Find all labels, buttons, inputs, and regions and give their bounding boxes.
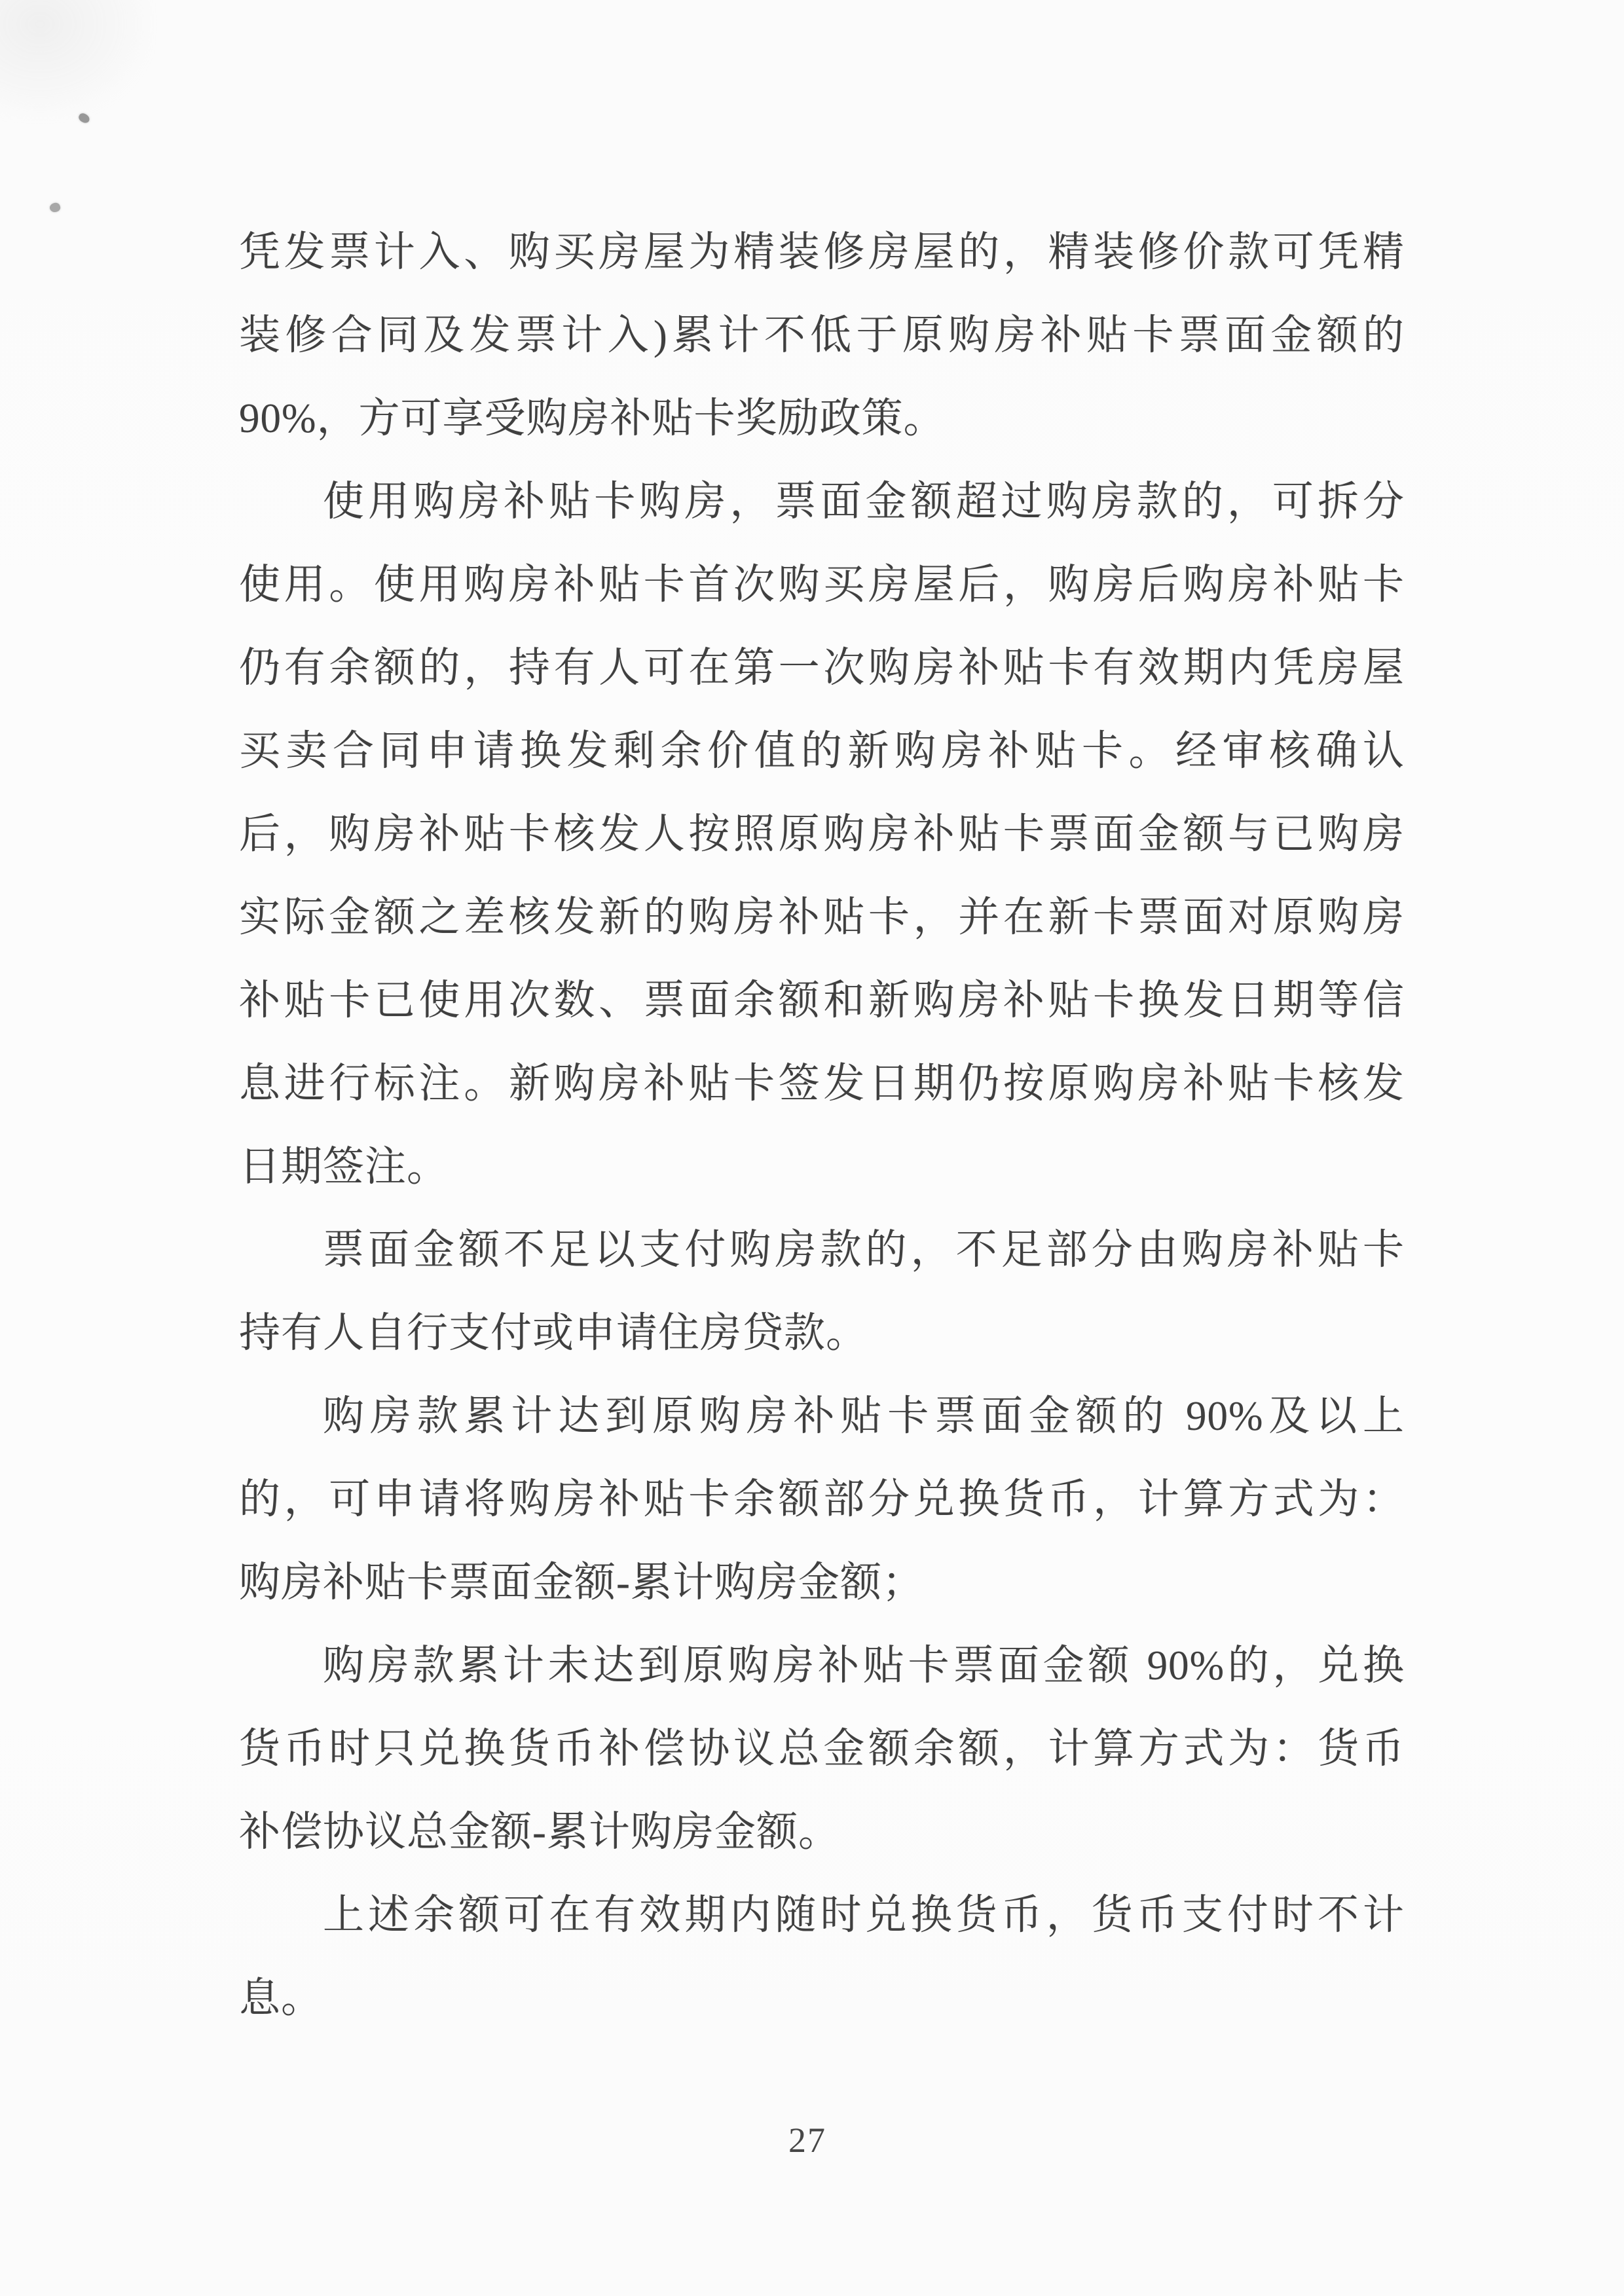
text-line: 持有人自行支付或申请住房贷款。 (239, 1310, 868, 1356)
text-line: 购房补贴卡票面金额-累计购房金额； (239, 1559, 924, 1605)
text-line: 90%，方可享受购房补贴卡奖励政策。 (239, 395, 946, 441)
scan-smudge (0, 0, 151, 118)
text-line: 装修合同及发票计入)累计不低于原购房补贴卡票面金额的 (239, 312, 1405, 358)
text-line: 补贴卡已使用次数、票面余额和新购房补贴卡换发日期等信 (239, 977, 1405, 1023)
text-line: 的，可申请将购房补贴卡余额部分兑换货币，计算方式为： (239, 1476, 1405, 1522)
text-line: 购房款累计未达到原购房补贴卡票面金额 90%的，兑换 (323, 1643, 1405, 1688)
scan-speck (48, 202, 62, 213)
text-line: 日期签注。 (239, 1144, 449, 1190)
text-line: 货币时只兑换货币补偿协议总金额余额，计算方式为：货币 (239, 1726, 1405, 1772)
text-line: 购房款累计达到原购房补贴卡票面金额的 90%及以上 (323, 1393, 1405, 1439)
text-line: 实际金额之差核发新的购房补贴卡，并在新卡票面对原购房 (239, 894, 1405, 940)
text-line: 息进行标注。新购房补贴卡签发日期仍按原购房补贴卡核发 (239, 1061, 1405, 1106)
text-line: 买卖合同申请换发剩余价值的新购房补贴卡。经审核确认 (239, 728, 1405, 774)
text-line: 后，购房补贴卡核发人按照原购房补贴卡票面金额与已购房 (239, 811, 1405, 857)
text-line: 使用。使用购房补贴卡首次购买房屋后，购房后购房补贴卡 (239, 562, 1405, 608)
text-line: 票面金额不足以支付购房款的，不足部分由购房补贴卡 (323, 1227, 1405, 1273)
text-line: 仍有余额的，持有人可在第一次购房补贴卡有效期内凭房屋 (239, 645, 1405, 691)
text-line: 补偿协议总金额-累计购房金额。 (239, 1809, 840, 1855)
text-line: 凭发票计入、购买房屋为精装修房屋的，精装修价款可凭精 (239, 229, 1405, 275)
text-line: 使用购房补贴卡购房，票面金额超过购房款的，可拆分 (323, 479, 1405, 524)
body-text (239, 211, 1405, 2040)
page-number: 27 (788, 2121, 826, 2160)
text-line: 息。 (239, 1975, 323, 2021)
text-line: 上述余额可在有效期内随时兑换货币，货币支付时不计 (323, 1892, 1405, 1938)
